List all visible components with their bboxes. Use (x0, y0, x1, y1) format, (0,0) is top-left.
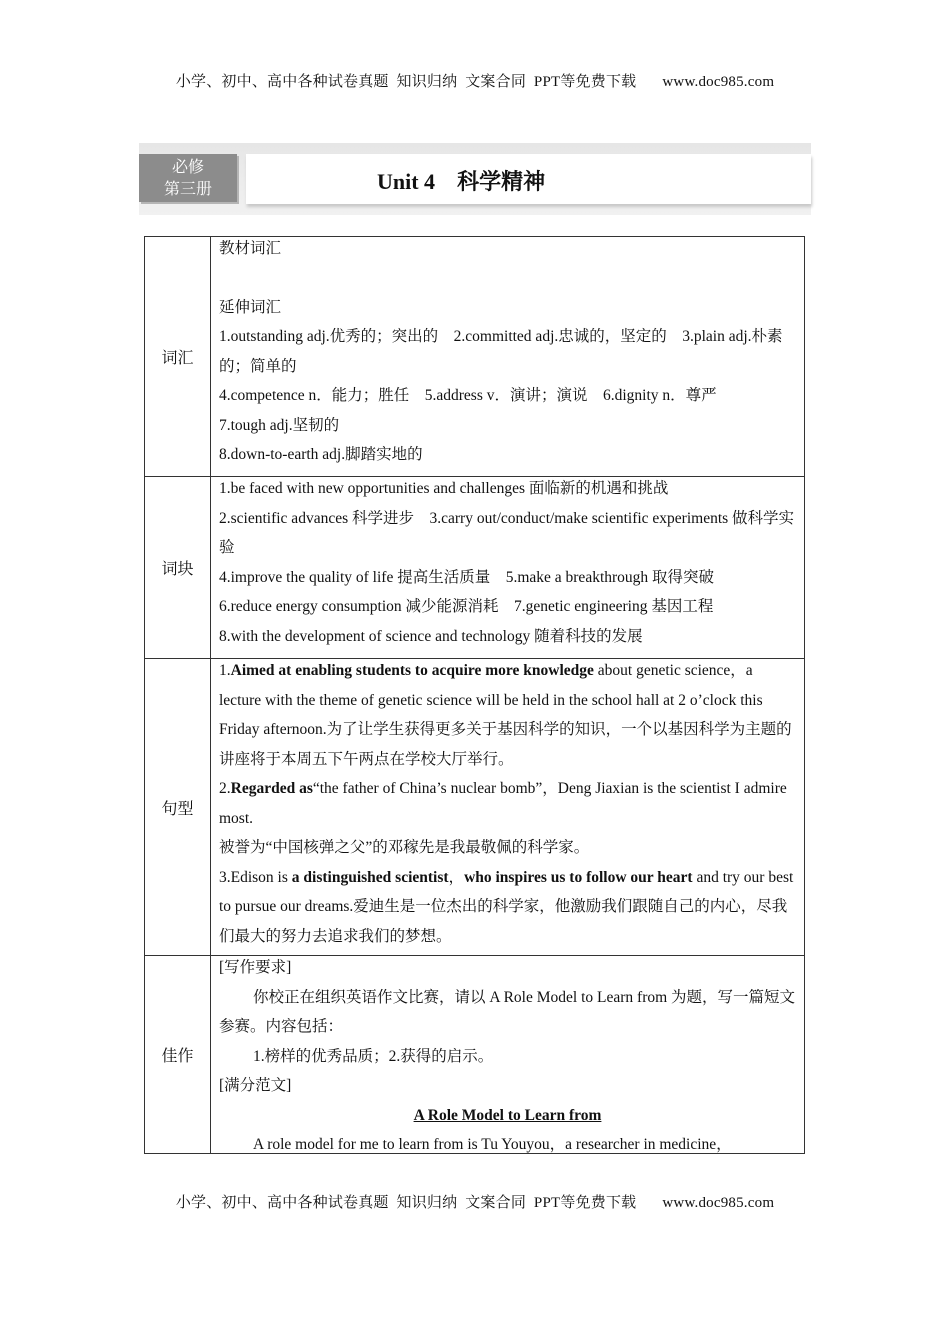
unit-number: Unit 4 (377, 169, 436, 194)
section-phrases (145, 476, 804, 658)
essay-first-line: A role model for me to learn from is Tu Youyou，a researcher in medicine， (253, 1136, 732, 1153)
essay-title: A Role Model to Learn from (413, 1106, 602, 1124)
page-footer (0, 1191, 950, 1212)
unit-banner (139, 143, 811, 215)
sentence-text: and try our best to pursue our dreams.爱迪生是一位杰出的科学家，他激励我们跟随自己的内心，尽我们最大的努力去追求我们的梦想。 (219, 868, 794, 945)
header-text: 小学、初中、高中各种试卷真题 知识归纳 文案合同 PPT等免费下载 (175, 74, 637, 90)
sentence-number: 1. (219, 662, 231, 679)
phrase-line: 4.improve the quality of life 提高生活质量 5.make a breakthrough 取得突破 (219, 568, 715, 586)
section-label: 词块 (145, 477, 211, 658)
vocab-line: 8.down-to-earth adj.脚踏实地的 (219, 446, 423, 463)
section-label: 佳作 (145, 956, 211, 1153)
page-header (0, 70, 950, 91)
footer-url[interactable]: www.doc985.com (662, 1195, 775, 1211)
vocab-line: 7.tough adj.坚韧的 (219, 416, 340, 434)
unit-title (377, 165, 545, 196)
key-structure: Regarded as (230, 780, 313, 797)
requirement-points: 1.榜样的优秀品质；2.获得的启示。 (253, 1047, 494, 1065)
section-sentences (145, 658, 804, 955)
key-structure: a distinguished scientist (291, 868, 449, 886)
section-content (219, 474, 796, 651)
section-writing (145, 955, 804, 1153)
sentence-3 (219, 863, 796, 952)
unit-topic: 科学精神 (457, 170, 546, 195)
textbook-vocab-heading: 教材词汇 (219, 240, 282, 257)
vocab-line: 4.competence n．能力；胜任 5.address v．演讲；演说 6.dignity n．尊严 (219, 387, 717, 404)
section-vocabulary (145, 237, 804, 476)
section-label: 句型 (145, 659, 211, 955)
extended-vocab-heading: 延伸词汇 (219, 298, 282, 316)
badge-line-2: 第三册 (163, 179, 212, 198)
sentence-text: “the father of China’s nuclear bomb”，Deng Jiaxian is the scientist I admire most. (219, 780, 787, 827)
section-content (219, 234, 796, 470)
sentence-1 (219, 656, 796, 774)
header-url[interactable]: www.doc985.com (662, 74, 775, 90)
phrase-line: 8.with the development of science and technology 随着科技的发展 (219, 627, 643, 645)
vocab-line: 1.outstanding adj.优秀的；突出的 2.committed adj.忠诚的，坚定的 3.plain adj.朴素的；简单的 (219, 328, 783, 375)
phrase-line: 6.reduce energy consumption 减少能源消耗 7.genetic engineering 基因工程 (219, 598, 714, 615)
sentence-2-translation: 被誉为“中国核弹之父”的邓稼先是我最敬佩的科学家。 (219, 839, 590, 856)
sentence-text: 3.Edison is (219, 868, 292, 886)
section-label: 词汇 (145, 237, 211, 476)
key-structure: Aimed at enabling students to acquire more knowledge (230, 662, 594, 679)
summary-table (144, 236, 805, 1154)
requirement-text: 你校正在组织英语作文比赛，请以 A Role Model to Learn from 为题，写一篇短文参赛。内容包括： (219, 988, 796, 1035)
sentence-text: ， (448, 868, 465, 886)
sentence-number: 2. (219, 780, 231, 797)
key-structure: who inspires us to follow our heart (464, 868, 693, 886)
phrase-line: 1.be faced with new opportunities and challenges 面临新的机遇和挑战 (219, 480, 669, 497)
requirement-heading: [写作要求] (219, 959, 292, 976)
section-content (219, 656, 796, 951)
phrase-line: 2.scientific advances 科学进步 3.carry out/conduct/make scientific experiments 做科学实验 (219, 509, 795, 556)
badge-line-1: 必修 (171, 157, 204, 176)
footer-text: 小学、初中、高中各种试卷真题 知识归纳 文案合同 PPT等免费下载 (175, 1195, 637, 1211)
sentence-text: about genetic science，a lecture with the theme of genetic science will be held in the school hall at 2 o’clock this Friday afternoon.为了让学生获得更多关于基因科学的知识，一个以基因科学为主题的讲座将于本周五下午两点在学校大厅举行。 (219, 662, 792, 768)
section-content (219, 953, 796, 1160)
sample-heading: [满分范文] (219, 1077, 292, 1094)
book-badge (139, 154, 237, 202)
sentence-2 (219, 774, 796, 833)
